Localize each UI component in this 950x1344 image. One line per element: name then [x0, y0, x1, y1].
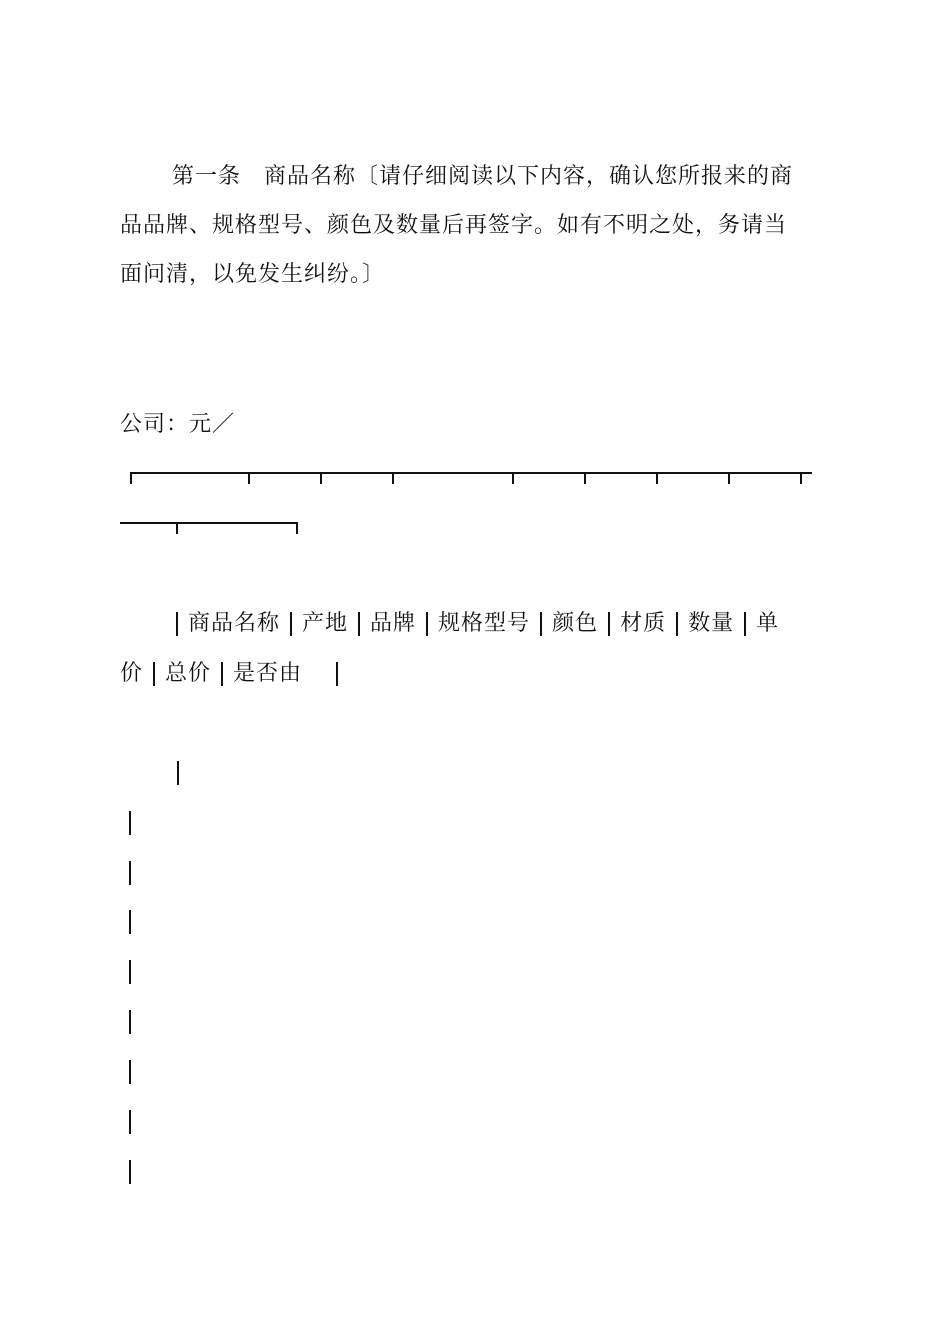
row-separator: [177, 761, 179, 785]
table-corner-right: [296, 522, 298, 534]
table-header-row-1: [176, 611, 779, 637]
cell-separator: [540, 612, 542, 636]
header-cell: 商品名称: [188, 611, 281, 636]
cell-separator: [676, 612, 678, 636]
header-cell: 总价: [165, 661, 212, 686]
table-divider: [392, 472, 394, 484]
cell-separator: [744, 612, 746, 636]
header-cell: 颜色: [552, 611, 599, 636]
row-separator: [129, 1110, 131, 1134]
table-header-row-2: [120, 661, 348, 687]
table-top-rule: [130, 472, 812, 474]
table-divider: [800, 472, 802, 484]
cell-separator: [290, 612, 292, 636]
header-cell: 品牌: [370, 611, 417, 636]
row-separator: [129, 1060, 131, 1084]
row-separator: [129, 960, 131, 984]
cell-separator: [336, 662, 338, 686]
cell-separator: [153, 662, 155, 686]
article-line-2: 品品牌、规格型号、颜色及数量后再签字。如有不明之处，务请当: [120, 213, 788, 238]
table-divider: [176, 522, 178, 534]
table-divider: [584, 472, 586, 484]
row-separator: [129, 811, 131, 835]
table-divider: [320, 472, 322, 484]
row-separator: [129, 1160, 131, 1184]
cell-separator: [426, 612, 428, 636]
table-top-rule-2: [120, 522, 298, 524]
cell-separator: [176, 612, 178, 636]
table-corner-left: [130, 472, 132, 484]
header-cell: 规格型号: [438, 611, 531, 636]
header-cell: 材质: [620, 611, 667, 636]
header-cell: 数量: [688, 611, 735, 636]
cell-separator: [221, 662, 223, 686]
header-cell: 价: [120, 661, 144, 686]
table-divider: [728, 472, 730, 484]
header-cell: 是否由: [233, 661, 303, 686]
cell-separator: [358, 612, 360, 636]
row-separator: [129, 1010, 131, 1034]
row-separator: [129, 910, 131, 934]
row-separator: [129, 861, 131, 885]
table-divider: [656, 472, 658, 484]
table-divider: [512, 472, 514, 484]
article-line-1: 第一条 商品名称〔请仔细阅读以下内容，确认您所报来的商: [172, 164, 794, 189]
company-line: 公司：元／: [120, 412, 236, 437]
header-cell: 单: [756, 611, 780, 636]
article-line-3: 面问清，以免发生纠纷。〕: [120, 262, 386, 287]
cell-separator: [608, 612, 610, 636]
header-cell: 产地: [302, 611, 349, 636]
table-divider: [248, 472, 250, 484]
